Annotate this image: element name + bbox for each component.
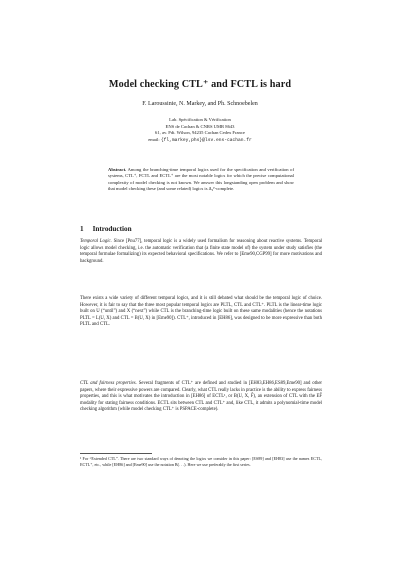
paragraph-text: There exists a wide variety of different temporal logics, and it is still debated what should be the temporal logic of choice. However, it is fair to say that the three most popular temporal logics are PLTL, CTL and CTL⁺. PLTL is the linear-time logic built on U (“until”) and X (“next”) while CTL is the branching-time logic built on these same modalities (hence the notations PLTL = L(U, X) and CTL = B(U, X) in [Eme90]). CTL⁺, introduced in [EH86], was designed to be more expressive than both PLTL and CTL. bbox=[80, 296, 322, 328]
affiliation-address: 61, av. Pdt. Wilson, 94235 Cachan Cedex France bbox=[155, 130, 245, 136]
paper-title: Model checking CTL⁺ and FCTL is hard bbox=[108, 79, 292, 90]
abstract-text: Among the branching-time temporal logics used for the specification and verification of systems, CTL⁺, FCTL and ECTL⁺ are the most notable logics for which the precise computational complexity of model checking is not known. We answer this longstanding open problem and show that model checking these (and some related) logics is Δ₂ᴾ-complete. bbox=[108, 167, 294, 191]
paragraph-lead: Temporal Logic. bbox=[80, 239, 112, 244]
paragraph-fairness bbox=[80, 381, 322, 414]
affiliation-school: ENS de Cachan & CNRS UMR 8643 bbox=[165, 123, 235, 129]
paragraph-logics bbox=[80, 296, 322, 329]
paragraph-text: Several fragments of CTL⁺ are defined and studied in [EH83,EH86,ES89,Eme90] and other papers, where their expressive powers are compared. Clearly, what CTL really lacks in practice is the ability to express fairness properties, and this is what motivates the introduction in [EH86] of ECTL¹, or B(U, X, F̃), an extension of CTL with the EF̃ modality for stating fairness conditions. ECTL sits between CTL and CTL⁺ and, like CTL, it admits a polynomial-time model checking algorithm (while model checking CTL⁺ is PSPACE-complete). bbox=[80, 381, 323, 413]
email-address: {fl,markey,phs}@lsv.ens-cachan.fr bbox=[160, 137, 252, 143]
affiliation-block bbox=[0, 117, 400, 144]
email-label: email: bbox=[148, 136, 160, 142]
paragraph-lead: CTL and fairness properties. bbox=[80, 381, 137, 386]
abstract bbox=[108, 167, 294, 192]
paragraph-temporal-logic bbox=[80, 239, 322, 265]
section-title: Introduction bbox=[92, 225, 132, 233]
abstract-label: Abstract. bbox=[108, 167, 127, 172]
paragraph-text: Since [Pnu77], temporal logic is a widely used formalism for reasoning about reactive systems. Temporal logic allows model checking, i.e. the automatic verification that (a finite state model of) the system under study satisfies (the temporal formulae formalizing) its expected behavioral specifications. We refer to [Eme90,CGP99] for more motivations and background. bbox=[80, 239, 322, 264]
footnote: ¹ For “Extended CTL”. There are two standard ways of denoting the logics we consider in this paper: [ES89] and [EH83] use the names ECTL, ECTL⁺, etc., while [EH86] and [Eme90] use the notation B(. . .). Here we use preferably the first series. bbox=[80, 456, 322, 467]
footnote-rule bbox=[80, 453, 152, 454]
affiliation-lab: Lab. Spécification & Vérification bbox=[169, 117, 231, 122]
section-heading bbox=[80, 225, 132, 233]
section-number: 1 bbox=[80, 225, 84, 233]
paper-authors: F. Laroussinie, N. Markey, and Ph. Schnoebelen bbox=[142, 101, 258, 107]
affiliation-email-line bbox=[0, 137, 400, 145]
